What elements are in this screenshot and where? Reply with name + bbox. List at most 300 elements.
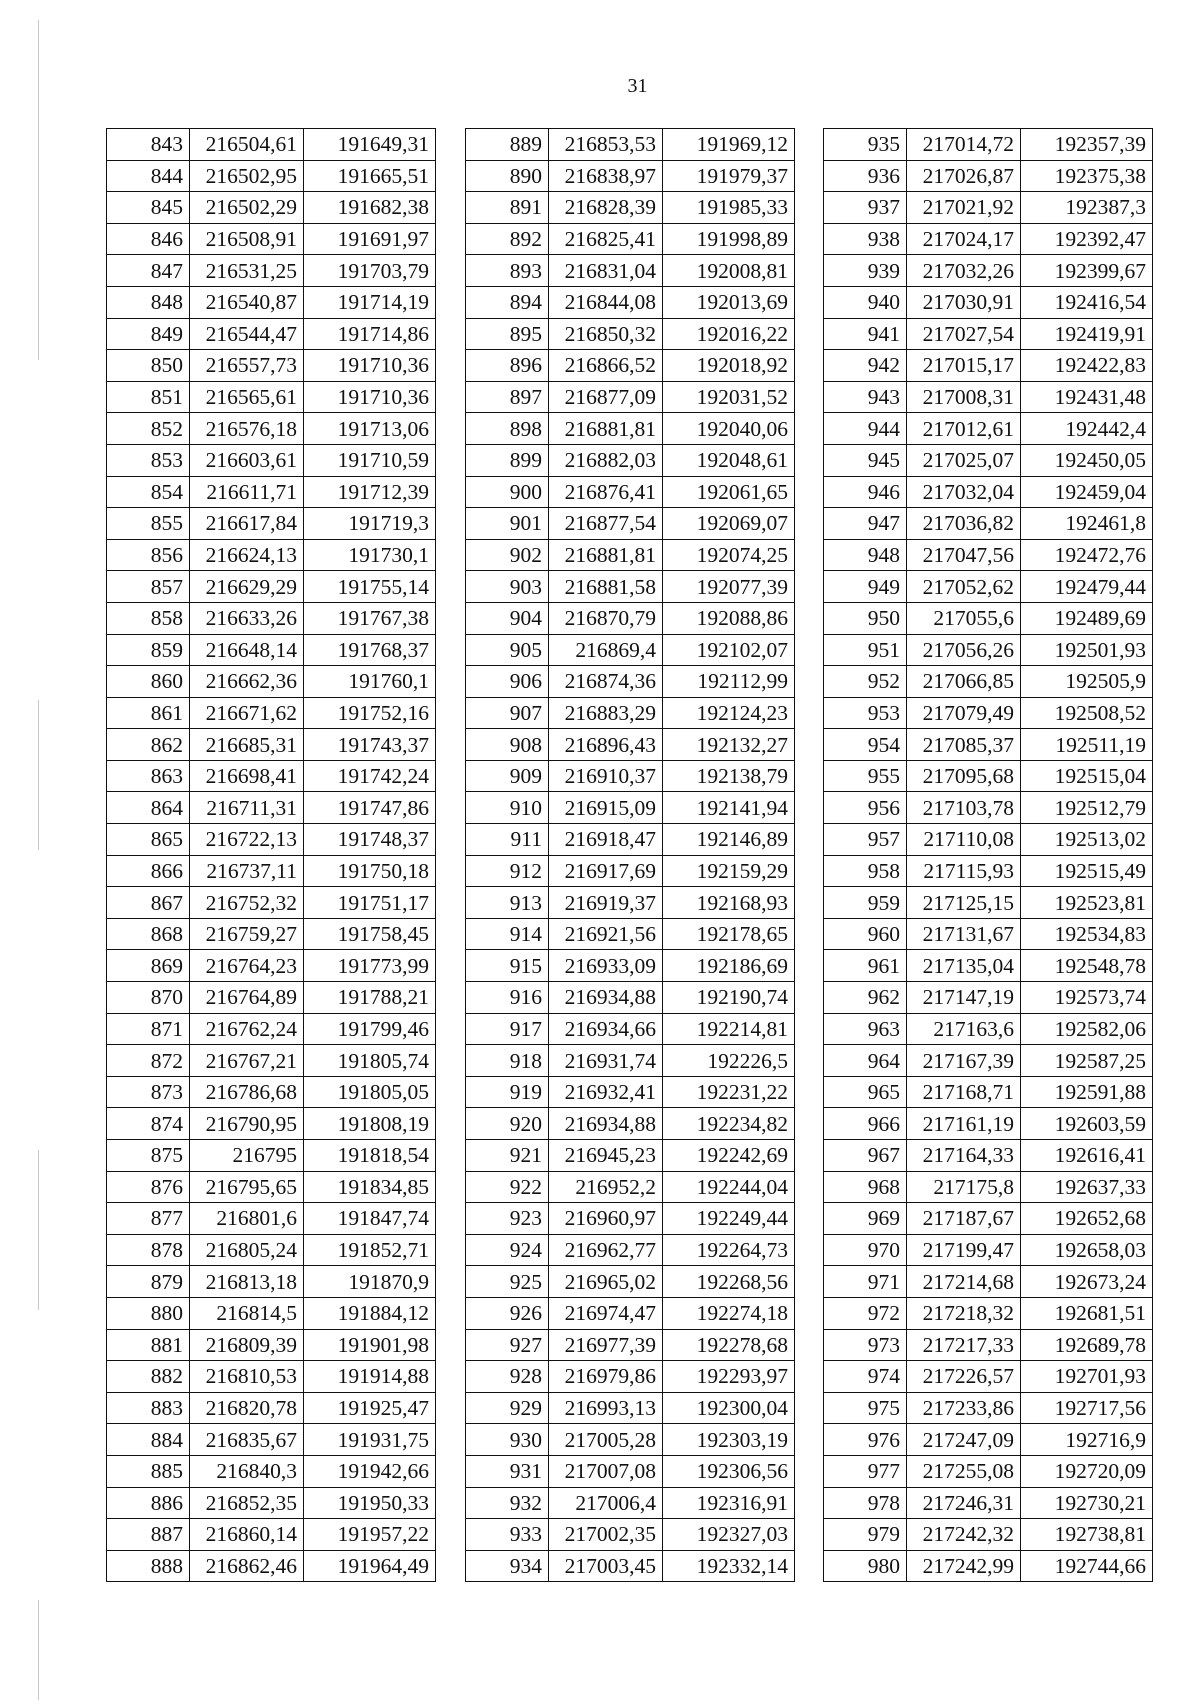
table-row [466, 1519, 795, 1551]
table-row [107, 760, 436, 792]
point-number-cell: 889 [466, 129, 549, 161]
point-number-cell: 972 [824, 1297, 907, 1329]
y-coordinate-cell: 192112,99 [663, 666, 795, 698]
point-number-cell: 870 [107, 982, 190, 1014]
y-coordinate-cell: 191649,31 [304, 129, 436, 161]
table-row [824, 792, 1153, 824]
table-row [466, 918, 795, 950]
point-number-cell: 893 [466, 255, 549, 287]
x-coordinate-cell: 217025,07 [907, 444, 1021, 476]
point-number-cell: 922 [466, 1171, 549, 1203]
y-coordinate-cell: 192300,04 [663, 1392, 795, 1424]
point-number-cell: 847 [107, 255, 190, 287]
x-coordinate-cell: 217115,93 [907, 855, 1021, 887]
x-coordinate-cell: 217012,61 [907, 413, 1021, 445]
point-number-cell: 855 [107, 508, 190, 540]
table-row [107, 1108, 436, 1140]
table-row [466, 1329, 795, 1361]
y-coordinate-cell: 192515,04 [1021, 760, 1153, 792]
point-number-cell: 964 [824, 1045, 907, 1077]
table-row [824, 1455, 1153, 1487]
y-coordinate-cell: 192018,92 [663, 350, 795, 382]
point-number-cell: 939 [824, 255, 907, 287]
x-coordinate-cell: 217032,26 [907, 255, 1021, 287]
x-coordinate-cell: 216933,09 [549, 950, 663, 982]
point-number-cell: 950 [824, 602, 907, 634]
table-row [107, 223, 436, 255]
x-coordinate-cell: 217255,08 [907, 1455, 1021, 1487]
x-coordinate-cell: 217003,45 [549, 1550, 663, 1582]
x-coordinate-cell: 216881,58 [549, 571, 663, 603]
y-coordinate-cell: 192582,06 [1021, 1013, 1153, 1045]
point-number-cell: 857 [107, 571, 190, 603]
x-coordinate-cell: 217005,28 [549, 1424, 663, 1456]
x-coordinate-cell: 216685,31 [190, 729, 304, 761]
point-number-cell: 883 [107, 1392, 190, 1424]
x-coordinate-cell: 216722,13 [190, 824, 304, 856]
table-row [466, 1203, 795, 1235]
table-row [466, 476, 795, 508]
y-coordinate-cell: 191847,74 [304, 1203, 436, 1235]
point-number-cell: 861 [107, 697, 190, 729]
x-coordinate-cell: 216671,62 [190, 697, 304, 729]
y-coordinate-cell: 192548,78 [1021, 950, 1153, 982]
y-coordinate-cell: 192031,52 [663, 381, 795, 413]
point-number-cell: 970 [824, 1234, 907, 1266]
table-row [107, 413, 436, 445]
x-coordinate-cell: 217218,32 [907, 1297, 1021, 1329]
y-coordinate-cell: 192730,21 [1021, 1487, 1153, 1519]
x-coordinate-cell: 216877,54 [549, 508, 663, 540]
point-number-cell: 963 [824, 1013, 907, 1045]
x-coordinate-cell: 216764,23 [190, 950, 304, 982]
x-coordinate-cell: 217079,49 [907, 697, 1021, 729]
y-coordinate-cell: 191805,74 [304, 1045, 436, 1077]
y-coordinate-cell: 191710,36 [304, 381, 436, 413]
y-coordinate-cell: 192077,39 [663, 571, 795, 603]
point-number-cell: 926 [466, 1297, 549, 1329]
point-number-cell: 936 [824, 160, 907, 192]
y-coordinate-cell: 191682,38 [304, 192, 436, 224]
point-number-cell: 976 [824, 1424, 907, 1456]
table-row [107, 634, 436, 666]
x-coordinate-cell: 216648,14 [190, 634, 304, 666]
point-number-cell: 866 [107, 855, 190, 887]
table-row [107, 950, 436, 982]
y-coordinate-cell: 192505,9 [1021, 666, 1153, 698]
y-coordinate-cell: 192168,93 [663, 887, 795, 919]
table-row [466, 729, 795, 761]
point-number-cell: 853 [107, 444, 190, 476]
point-number-cell: 934 [466, 1550, 549, 1582]
table-row [466, 1108, 795, 1140]
coordinates-table-1 [106, 128, 436, 1582]
x-coordinate-cell: 216795 [190, 1140, 304, 1172]
table-row [824, 1392, 1153, 1424]
table-row [824, 192, 1153, 224]
table-row [107, 508, 436, 540]
table-row [107, 824, 436, 856]
y-coordinate-cell: 192278,68 [663, 1329, 795, 1361]
x-coordinate-cell: 217110,08 [907, 824, 1021, 856]
x-coordinate-cell: 216576,18 [190, 413, 304, 445]
point-number-cell: 851 [107, 381, 190, 413]
table-row [824, 1550, 1153, 1582]
table-row [824, 1140, 1153, 1172]
x-coordinate-cell: 217161,19 [907, 1108, 1021, 1140]
x-coordinate-cell: 216993,13 [549, 1392, 663, 1424]
y-coordinate-cell: 192226,5 [663, 1045, 795, 1077]
point-number-cell: 885 [107, 1455, 190, 1487]
table-row [107, 1013, 436, 1045]
x-coordinate-cell: 216960,97 [549, 1203, 663, 1235]
point-number-cell: 868 [107, 918, 190, 950]
y-coordinate-cell: 192673,24 [1021, 1266, 1153, 1298]
x-coordinate-cell: 216711,31 [190, 792, 304, 824]
point-number-cell: 874 [107, 1108, 190, 1140]
x-coordinate-cell: 217226,57 [907, 1361, 1021, 1393]
table-row [466, 223, 795, 255]
point-number-cell: 957 [824, 824, 907, 856]
table-row [466, 1013, 795, 1045]
point-number-cell: 927 [466, 1329, 549, 1361]
x-coordinate-cell: 216814,5 [190, 1297, 304, 1329]
table-row [466, 887, 795, 919]
x-coordinate-cell: 217246,31 [907, 1487, 1021, 1519]
y-coordinate-cell: 191799,46 [304, 1013, 436, 1045]
table-row [824, 918, 1153, 950]
page-number: 31 [627, 75, 648, 97]
point-number-cell: 969 [824, 1203, 907, 1235]
y-coordinate-cell: 191713,06 [304, 413, 436, 445]
table-row [466, 697, 795, 729]
table-row [466, 1424, 795, 1456]
y-coordinate-cell: 191818,54 [304, 1140, 436, 1172]
point-number-cell: 956 [824, 792, 907, 824]
y-coordinate-cell: 191979,37 [663, 160, 795, 192]
table-row [466, 381, 795, 413]
point-number-cell: 902 [466, 539, 549, 571]
y-coordinate-cell: 192249,44 [663, 1203, 795, 1235]
x-coordinate-cell: 217026,87 [907, 160, 1021, 192]
point-number-cell: 899 [466, 444, 549, 476]
y-coordinate-cell: 191773,99 [304, 950, 436, 982]
x-coordinate-cell: 216974,47 [549, 1297, 663, 1329]
point-number-cell: 907 [466, 697, 549, 729]
y-coordinate-cell: 192431,48 [1021, 381, 1153, 413]
x-coordinate-cell: 216508,91 [190, 223, 304, 255]
point-number-cell: 867 [107, 887, 190, 919]
y-coordinate-cell: 192419,91 [1021, 318, 1153, 350]
point-number-cell: 978 [824, 1487, 907, 1519]
x-coordinate-cell: 216896,43 [549, 729, 663, 761]
point-number-cell: 949 [824, 571, 907, 603]
x-coordinate-cell: 216881,81 [549, 539, 663, 571]
y-coordinate-cell: 191714,19 [304, 286, 436, 318]
y-coordinate-cell: 192701,93 [1021, 1361, 1153, 1393]
y-coordinate-cell: 191760,1 [304, 666, 436, 698]
y-coordinate-cell: 192357,39 [1021, 129, 1153, 161]
table-row [824, 1361, 1153, 1393]
y-coordinate-cell: 192048,61 [663, 444, 795, 476]
table-row [824, 1329, 1153, 1361]
table-row [107, 192, 436, 224]
x-coordinate-cell: 216852,35 [190, 1487, 304, 1519]
table-row [107, 1550, 436, 1582]
table-row [824, 129, 1153, 161]
x-coordinate-cell: 216881,81 [549, 413, 663, 445]
margin-line [38, 20, 39, 360]
x-coordinate-cell: 216979,86 [549, 1361, 663, 1393]
y-coordinate-cell: 192138,79 [663, 760, 795, 792]
y-coordinate-cell: 192720,09 [1021, 1455, 1153, 1487]
table-row [824, 571, 1153, 603]
x-coordinate-cell: 216611,71 [190, 476, 304, 508]
y-coordinate-cell: 192327,03 [663, 1519, 795, 1551]
x-coordinate-cell: 217242,32 [907, 1519, 1021, 1551]
point-number-cell: 873 [107, 1076, 190, 1108]
table-row [824, 666, 1153, 698]
x-coordinate-cell: 217247,09 [907, 1424, 1021, 1456]
point-number-cell: 844 [107, 160, 190, 192]
point-number-cell: 974 [824, 1361, 907, 1393]
table-row [466, 160, 795, 192]
x-coordinate-cell: 216919,37 [549, 887, 663, 919]
table-row [107, 918, 436, 950]
table-row [107, 129, 436, 161]
table-row [824, 286, 1153, 318]
y-coordinate-cell: 191901,98 [304, 1329, 436, 1361]
point-number-cell: 881 [107, 1329, 190, 1361]
table-row [107, 1234, 436, 1266]
y-coordinate-cell: 192178,65 [663, 918, 795, 950]
table-row [466, 950, 795, 982]
x-coordinate-cell: 216544,47 [190, 318, 304, 350]
point-number-cell: 864 [107, 792, 190, 824]
y-coordinate-cell: 191925,47 [304, 1392, 436, 1424]
point-number-cell: 931 [466, 1455, 549, 1487]
x-coordinate-cell: 217056,26 [907, 634, 1021, 666]
x-coordinate-cell: 217103,78 [907, 792, 1021, 824]
table-row [107, 697, 436, 729]
x-coordinate-cell: 217008,31 [907, 381, 1021, 413]
table-row [824, 855, 1153, 887]
point-number-cell: 892 [466, 223, 549, 255]
table-row [824, 982, 1153, 1014]
x-coordinate-cell: 216633,26 [190, 602, 304, 634]
point-number-cell: 945 [824, 444, 907, 476]
point-number-cell: 971 [824, 1266, 907, 1298]
point-number-cell: 955 [824, 760, 907, 792]
point-number-cell: 954 [824, 729, 907, 761]
point-number-cell: 906 [466, 666, 549, 698]
x-coordinate-cell: 216882,03 [549, 444, 663, 476]
point-number-cell: 875 [107, 1140, 190, 1172]
table-row [824, 1045, 1153, 1077]
point-number-cell: 879 [107, 1266, 190, 1298]
table-row [466, 1076, 795, 1108]
table-row [824, 350, 1153, 382]
x-coordinate-cell: 216831,04 [549, 255, 663, 287]
y-coordinate-cell: 192132,27 [663, 729, 795, 761]
x-coordinate-cell: 217032,04 [907, 476, 1021, 508]
table-row [824, 634, 1153, 666]
point-number-cell: 917 [466, 1013, 549, 1045]
x-coordinate-cell: 216805,24 [190, 1234, 304, 1266]
x-coordinate-cell: 216759,27 [190, 918, 304, 950]
x-coordinate-cell: 216698,41 [190, 760, 304, 792]
y-coordinate-cell: 192040,06 [663, 413, 795, 445]
y-coordinate-cell: 192016,22 [663, 318, 795, 350]
y-coordinate-cell: 192717,56 [1021, 1392, 1153, 1424]
point-number-cell: 935 [824, 129, 907, 161]
x-coordinate-cell: 217168,71 [907, 1076, 1021, 1108]
y-coordinate-cell: 192422,83 [1021, 350, 1153, 382]
table-row [466, 1045, 795, 1077]
x-coordinate-cell: 216840,3 [190, 1455, 304, 1487]
x-coordinate-cell: 217163,6 [907, 1013, 1021, 1045]
point-number-cell: 915 [466, 950, 549, 982]
table-row [107, 350, 436, 382]
table-row [466, 350, 795, 382]
point-number-cell: 977 [824, 1455, 907, 1487]
point-number-cell: 863 [107, 760, 190, 792]
coordinates-table-3 [823, 128, 1153, 1582]
y-coordinate-cell: 192124,23 [663, 697, 795, 729]
margin-line [38, 1600, 39, 1700]
table-row [107, 1266, 436, 1298]
y-coordinate-cell: 192274,18 [663, 1297, 795, 1329]
point-number-cell: 973 [824, 1329, 907, 1361]
table-row [824, 1108, 1153, 1140]
x-coordinate-cell: 216557,73 [190, 350, 304, 382]
point-number-cell: 896 [466, 350, 549, 382]
point-number-cell: 961 [824, 950, 907, 982]
x-coordinate-cell: 216624,13 [190, 539, 304, 571]
table-row [824, 729, 1153, 761]
y-coordinate-cell: 192074,25 [663, 539, 795, 571]
y-coordinate-cell: 192716,9 [1021, 1424, 1153, 1456]
y-coordinate-cell: 192459,04 [1021, 476, 1153, 508]
table-row [107, 602, 436, 634]
point-number-cell: 909 [466, 760, 549, 792]
point-number-cell: 850 [107, 350, 190, 382]
y-coordinate-cell: 191964,49 [304, 1550, 436, 1582]
y-coordinate-cell: 192461,8 [1021, 508, 1153, 540]
point-number-cell: 900 [466, 476, 549, 508]
x-coordinate-cell: 217164,33 [907, 1140, 1021, 1172]
point-number-cell: 921 [466, 1140, 549, 1172]
y-coordinate-cell: 191712,39 [304, 476, 436, 508]
point-number-cell: 944 [824, 413, 907, 445]
y-coordinate-cell: 191852,71 [304, 1234, 436, 1266]
table-row [107, 1045, 436, 1077]
y-coordinate-cell: 192190,74 [663, 982, 795, 1014]
point-number-cell: 858 [107, 602, 190, 634]
point-number-cell: 925 [466, 1266, 549, 1298]
table-row [466, 539, 795, 571]
point-number-cell: 884 [107, 1424, 190, 1456]
x-coordinate-cell: 216934,88 [549, 982, 663, 1014]
point-number-cell: 946 [824, 476, 907, 508]
table-row [107, 1203, 436, 1235]
x-coordinate-cell: 217135,04 [907, 950, 1021, 982]
y-coordinate-cell: 191998,89 [663, 223, 795, 255]
y-coordinate-cell: 191730,1 [304, 539, 436, 571]
y-coordinate-cell: 192332,14 [663, 1550, 795, 1582]
y-coordinate-cell: 192399,67 [1021, 255, 1153, 287]
x-coordinate-cell: 216838,97 [549, 160, 663, 192]
point-number-cell: 872 [107, 1045, 190, 1077]
table-row [107, 1076, 436, 1108]
x-coordinate-cell: 216835,67 [190, 1424, 304, 1456]
y-coordinate-cell: 192088,86 [663, 602, 795, 634]
y-coordinate-cell: 192316,91 [663, 1487, 795, 1519]
table-row [107, 1455, 436, 1487]
point-number-cell: 943 [824, 381, 907, 413]
table-row [824, 697, 1153, 729]
y-coordinate-cell: 192658,03 [1021, 1234, 1153, 1266]
x-coordinate-cell: 216934,66 [549, 1013, 663, 1045]
table-row [466, 760, 795, 792]
x-coordinate-cell: 216540,87 [190, 286, 304, 318]
x-coordinate-cell: 216764,89 [190, 982, 304, 1014]
point-number-cell: 947 [824, 508, 907, 540]
x-coordinate-cell: 217125,15 [907, 887, 1021, 919]
x-coordinate-cell: 216918,47 [549, 824, 663, 856]
x-coordinate-cell: 216767,21 [190, 1045, 304, 1077]
x-coordinate-cell: 216844,08 [549, 286, 663, 318]
table-row [107, 1424, 436, 1456]
x-coordinate-cell: 216932,41 [549, 1076, 663, 1108]
y-coordinate-cell: 192450,05 [1021, 444, 1153, 476]
margin-line [38, 700, 39, 850]
y-coordinate-cell: 192515,49 [1021, 855, 1153, 887]
x-coordinate-cell: 217187,67 [907, 1203, 1021, 1235]
y-coordinate-cell: 191758,45 [304, 918, 436, 950]
x-coordinate-cell: 216869,4 [549, 634, 663, 666]
coordinates-table-2 [465, 128, 795, 1582]
table-row [466, 602, 795, 634]
table-row [824, 950, 1153, 982]
x-coordinate-cell: 216883,29 [549, 697, 663, 729]
x-coordinate-cell: 216762,24 [190, 1013, 304, 1045]
point-number-cell: 860 [107, 666, 190, 698]
y-coordinate-cell: 191710,59 [304, 444, 436, 476]
point-number-cell: 980 [824, 1550, 907, 1582]
table-row [824, 444, 1153, 476]
table-row [107, 255, 436, 287]
table-row [107, 286, 436, 318]
table-row [107, 855, 436, 887]
y-coordinate-cell: 191870,9 [304, 1266, 436, 1298]
x-coordinate-cell: 216502,95 [190, 160, 304, 192]
y-coordinate-cell: 192141,94 [663, 792, 795, 824]
y-coordinate-cell: 192573,74 [1021, 982, 1153, 1014]
y-coordinate-cell: 191950,33 [304, 1487, 436, 1519]
x-coordinate-cell: 216910,37 [549, 760, 663, 792]
point-number-cell: 903 [466, 571, 549, 603]
table-row [824, 1266, 1153, 1298]
y-coordinate-cell: 192244,04 [663, 1171, 795, 1203]
y-coordinate-cell: 192186,69 [663, 950, 795, 982]
table-row [107, 666, 436, 698]
table-row [107, 381, 436, 413]
y-coordinate-cell: 191710,36 [304, 350, 436, 382]
table-row [824, 255, 1153, 287]
y-coordinate-cell: 192102,07 [663, 634, 795, 666]
table-row [824, 1519, 1153, 1551]
